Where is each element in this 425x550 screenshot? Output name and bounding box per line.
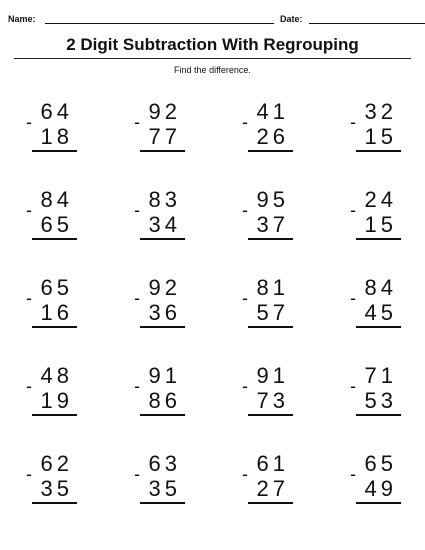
subtrahend: 27	[256, 476, 289, 501]
subtraction-problem	[346, 98, 401, 158]
minuend: 92	[148, 99, 181, 124]
subtrahend: 86	[148, 388, 181, 413]
minuend: 91	[148, 363, 181, 388]
minus-sign: -	[350, 376, 356, 396]
minuend: 84	[40, 187, 73, 212]
minus-sign: -	[350, 112, 356, 132]
subtraction-problem	[22, 362, 77, 422]
answer-line[interactable]	[248, 326, 293, 328]
minuend: 81	[256, 275, 289, 300]
minuend: 95	[256, 187, 289, 212]
answer-line[interactable]	[356, 502, 401, 504]
answer-line[interactable]	[140, 502, 185, 504]
minus-sign: -	[134, 376, 140, 396]
minus-sign: -	[26, 112, 32, 132]
subtrahend: 53	[364, 388, 397, 413]
minuend: 71	[364, 363, 397, 388]
answer-line[interactable]	[32, 150, 77, 152]
subtraction-problem	[346, 362, 401, 422]
minuend: 24	[364, 187, 397, 212]
answer-line[interactable]	[140, 414, 185, 416]
minus-sign: -	[242, 376, 248, 396]
minus-sign: -	[350, 464, 356, 484]
subtraction-problem	[238, 186, 293, 246]
minuend: 83	[148, 187, 181, 212]
subtraction-problem	[130, 362, 185, 422]
subtrahend: 19	[40, 388, 73, 413]
subtrahend: 45	[364, 300, 397, 325]
minuend: 63	[148, 451, 181, 476]
minuend: 65	[40, 275, 73, 300]
minuend: 48	[40, 363, 73, 388]
answer-line[interactable]	[356, 414, 401, 416]
subtraction-problem	[346, 274, 401, 334]
subtrahend: 49	[364, 476, 397, 501]
answer-line[interactable]	[32, 238, 77, 240]
worksheet-title: 2 Digit Subtraction With Regrouping	[14, 32, 411, 59]
minus-sign: -	[350, 200, 356, 220]
subtrahend: 65	[40, 212, 73, 237]
subtraction-problem	[22, 186, 77, 246]
minus-sign: -	[134, 464, 140, 484]
minuend: 32	[364, 99, 397, 124]
answer-line[interactable]	[356, 238, 401, 240]
minus-sign: -	[134, 112, 140, 132]
subtrahend: 57	[256, 300, 289, 325]
subtrahend: 37	[256, 212, 289, 237]
problem-grid	[0, 98, 425, 538]
minus-sign: -	[242, 464, 248, 484]
answer-line[interactable]	[248, 150, 293, 152]
minuend: 92	[148, 275, 181, 300]
subtraction-problem	[22, 98, 77, 158]
subtraction-problem	[22, 450, 77, 510]
subtrahend: 35	[148, 476, 181, 501]
subtraction-problem	[238, 274, 293, 334]
minus-sign: -	[134, 200, 140, 220]
minuend: 64	[40, 99, 73, 124]
subtrahend: 77	[148, 124, 181, 149]
subtrahend: 73	[256, 388, 289, 413]
minus-sign: -	[242, 288, 248, 308]
answer-line[interactable]	[32, 326, 77, 328]
answer-line[interactable]	[356, 150, 401, 152]
answer-line[interactable]	[248, 238, 293, 240]
subtrahend: 26	[256, 124, 289, 149]
subtrahend: 16	[40, 300, 73, 325]
minus-sign: -	[26, 200, 32, 220]
subtraction-problem	[130, 186, 185, 246]
minuend: 62	[40, 451, 73, 476]
subtraction-problem	[346, 186, 401, 246]
subtraction-problem	[238, 362, 293, 422]
minuend: 41	[256, 99, 289, 124]
subtrahend: 15	[364, 124, 397, 149]
date-field-line[interactable]	[309, 23, 425, 24]
header	[8, 12, 417, 28]
answer-line[interactable]	[140, 326, 185, 328]
answer-line[interactable]	[140, 150, 185, 152]
subtrahend: 15	[364, 212, 397, 237]
name-field-line[interactable]	[45, 23, 274, 24]
minus-sign: -	[26, 288, 32, 308]
subtraction-problem	[238, 450, 293, 510]
minus-sign: -	[242, 112, 248, 132]
subtrahend: 18	[40, 124, 73, 149]
minus-sign: -	[26, 376, 32, 396]
subtrahend: 35	[40, 476, 73, 501]
answer-line[interactable]	[356, 326, 401, 328]
minuend: 91	[256, 363, 289, 388]
subtrahend: 36	[148, 300, 181, 325]
subtrahend: 34	[148, 212, 181, 237]
subtraction-problem	[238, 98, 293, 158]
answer-line[interactable]	[248, 502, 293, 504]
subtraction-problem	[130, 450, 185, 510]
answer-line[interactable]	[140, 238, 185, 240]
minus-sign: -	[242, 200, 248, 220]
answer-line[interactable]	[32, 502, 77, 504]
subtraction-problem	[130, 274, 185, 334]
name-label: Name:	[8, 14, 36, 24]
instruction-text: Find the difference.	[174, 65, 251, 75]
minuend: 61	[256, 451, 289, 476]
subtraction-problem	[22, 274, 77, 334]
subtraction-problem	[346, 450, 401, 510]
minus-sign: -	[350, 288, 356, 308]
minus-sign: -	[134, 288, 140, 308]
answer-line[interactable]	[32, 414, 77, 416]
minuend: 84	[364, 275, 397, 300]
answer-line[interactable]	[248, 414, 293, 416]
subtraction-problem	[130, 98, 185, 158]
minus-sign: -	[26, 464, 32, 484]
date-label: Date:	[280, 14, 303, 24]
minuend: 65	[364, 451, 397, 476]
